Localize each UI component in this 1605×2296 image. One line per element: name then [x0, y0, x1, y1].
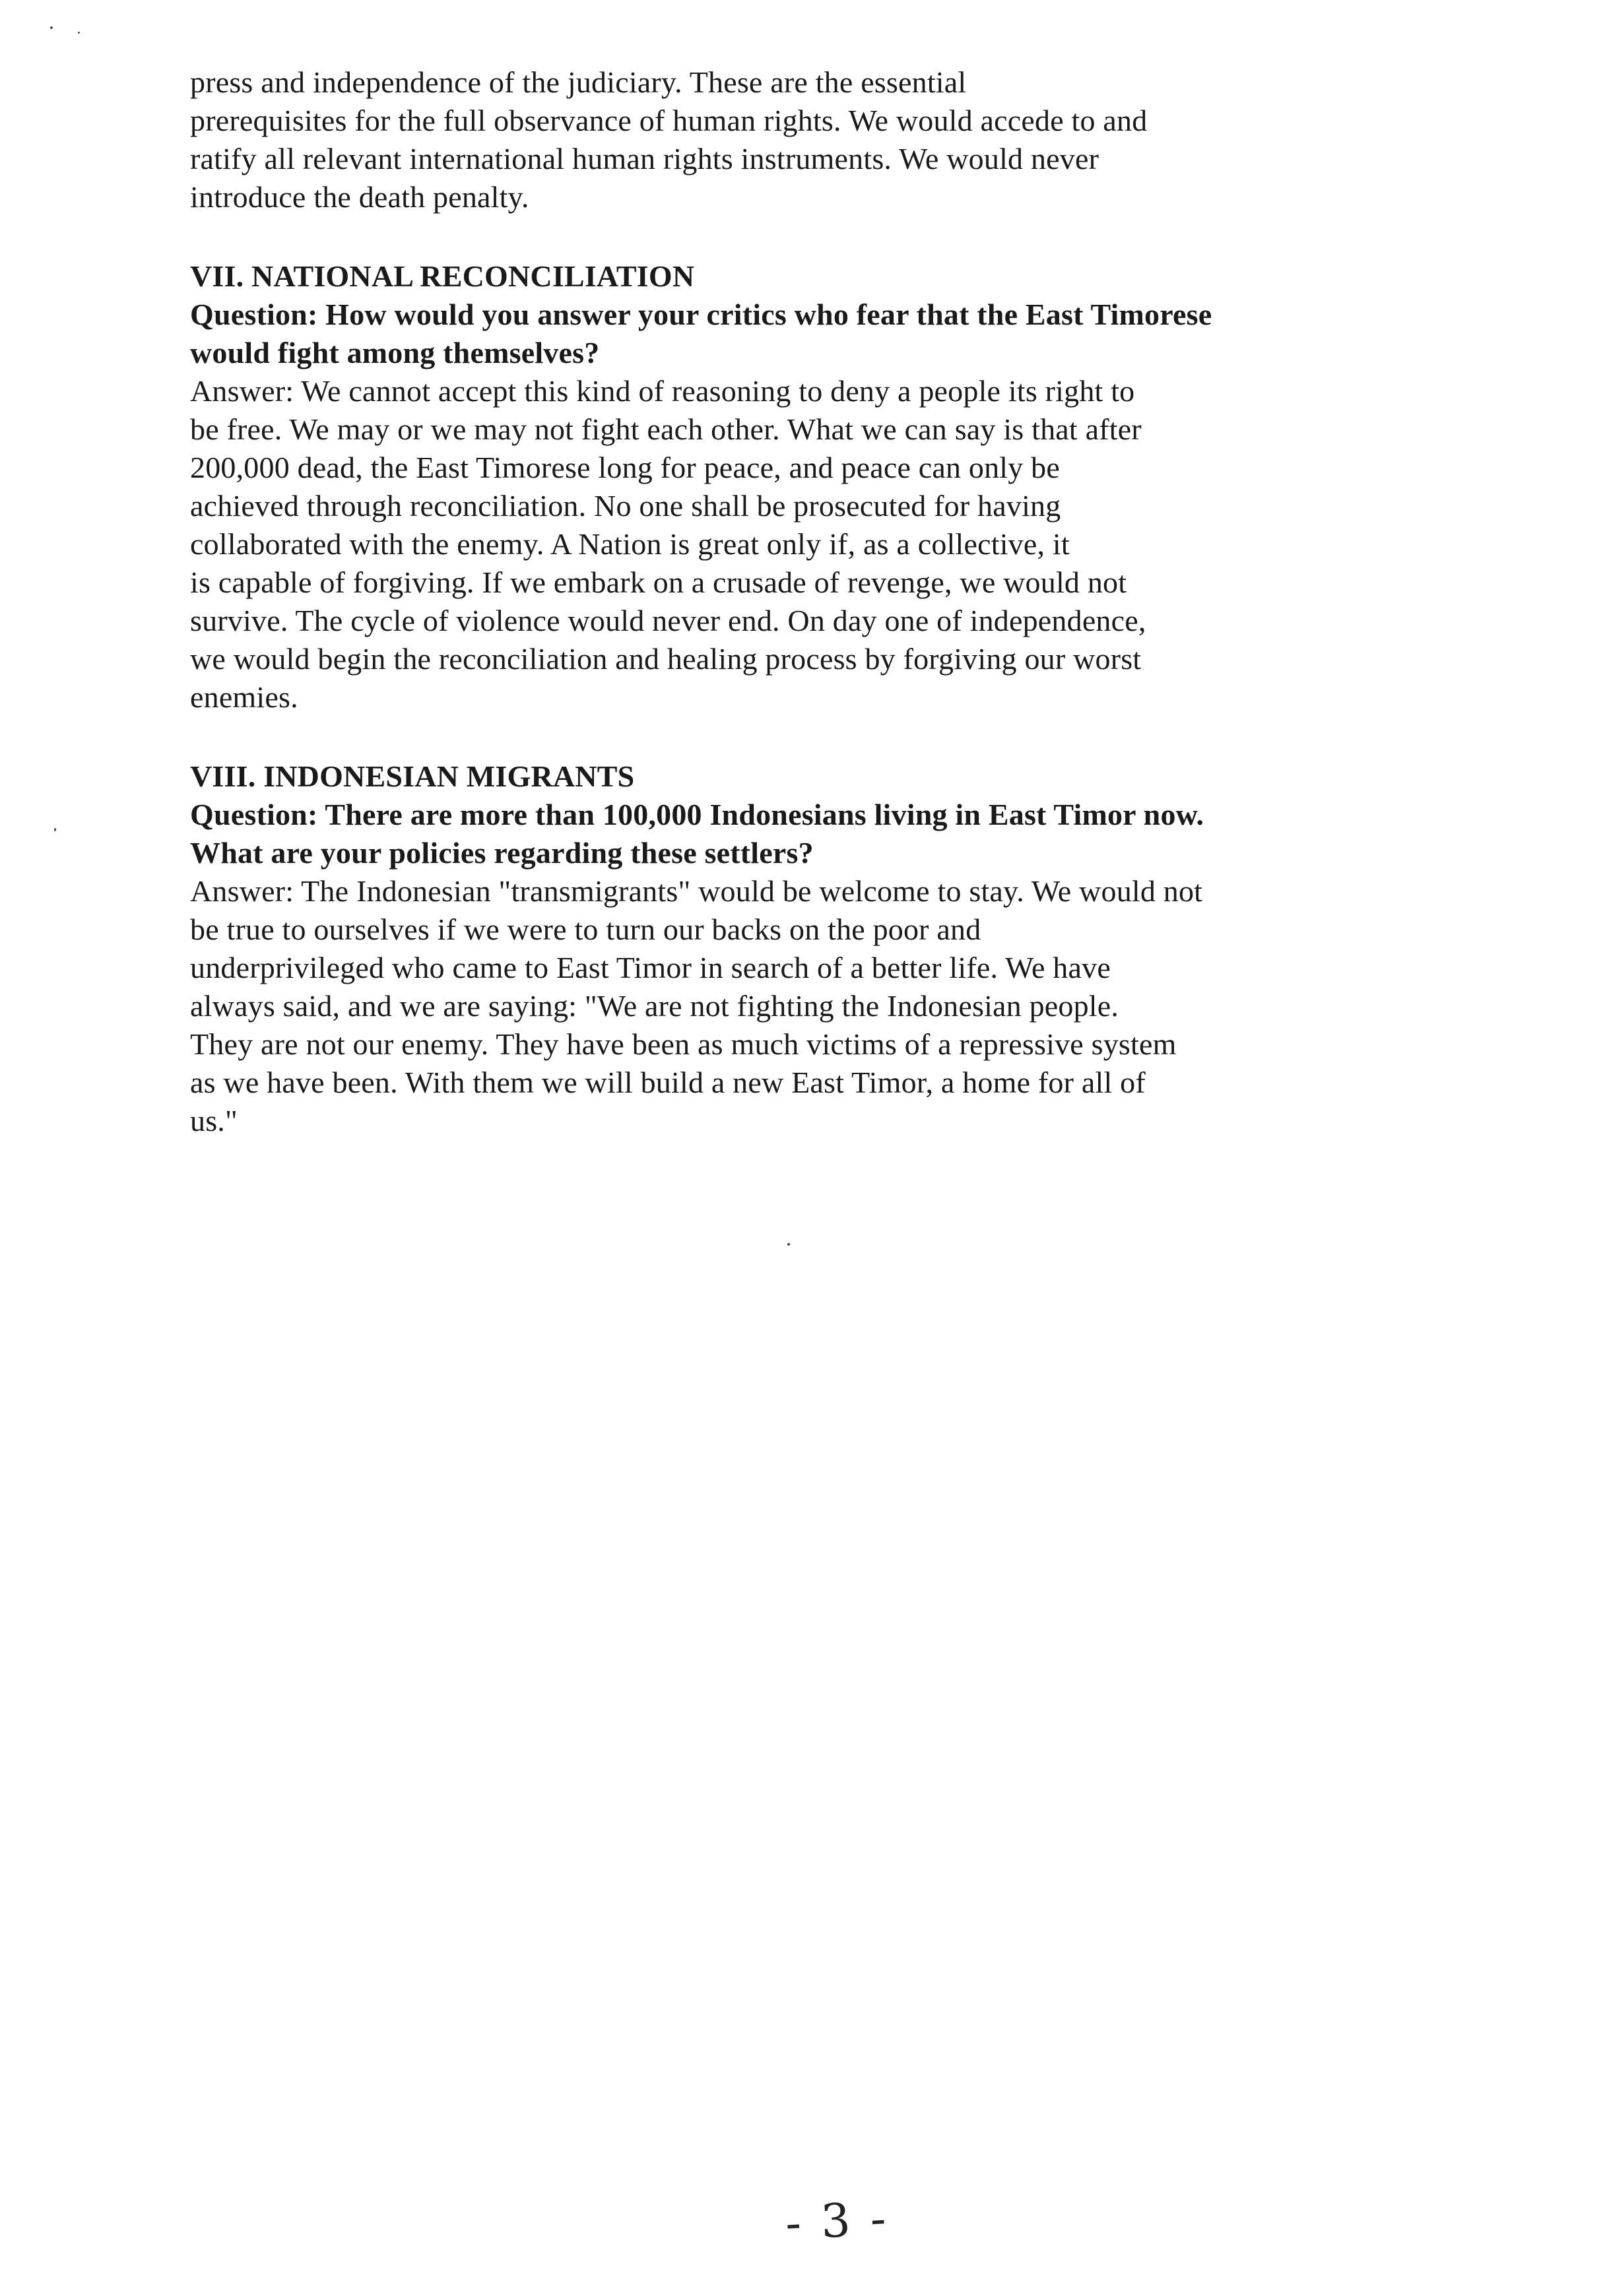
answer-line: we would begin the reconciliation and healing process by forgiving our worst	[190, 642, 1142, 676]
question-line: Question: There are more than 100,000 Indonesians living in East Timor now.	[190, 798, 1204, 831]
answer-line: as we have been. With them we will build a new East Timor, a home for all of	[190, 1066, 1146, 1099]
answer-line: survive. The cycle of violence would never end. On day one of independence,	[190, 604, 1146, 637]
intro-paragraph	[190, 63, 1352, 216]
answer-line: enemies.	[190, 680, 298, 714]
intro-line: press and independence of the judiciary. These are the essential	[190, 65, 967, 99]
question-line: Question: How would you answer your critics who fear that the East Timorese	[190, 298, 1212, 331]
section-national-reconciliation	[190, 257, 1352, 717]
answer-line: Answer: We cannot accept this kind of reasoning to deny a people its right to	[190, 374, 1135, 408]
answer-line: Answer: The Indonesian "transmigrants" would be welcome to stay. We would not	[190, 874, 1203, 908]
document-body	[190, 63, 1352, 1140]
scan-speck	[50, 26, 53, 29]
intro-line: ratify all relevant international human rights instruments. We would never	[190, 142, 1099, 175]
answer-line: be free. We may or we may not fight each other. What we can say is that after	[190, 412, 1142, 446]
answer-line: always said, and we are saying: "We are not fighting the Indonesian people.	[190, 989, 1119, 1023]
section-indonesian-migrants	[190, 757, 1352, 1140]
answer-line: is capable of forgiving. If we embark on a crusade of revenge, we would not	[190, 565, 1127, 599]
answer-line: They are not our enemy. They have been as much victims of a repressive system	[190, 1027, 1177, 1061]
intro-line: introduce the death penalty.	[190, 180, 529, 214]
answer-line: collaborated with the enemy. A Nation is great only if, as a collective, it	[190, 527, 1070, 561]
answer-line: achieved through reconciliation. No one shall be prosecuted for having	[190, 489, 1061, 523]
scan-speck	[54, 828, 56, 831]
page-number: - 3 -	[783, 2190, 890, 2251]
answer-line: us."	[190, 1104, 238, 1137]
intro-line: prerequisites for the full observance of human rights. We would accede to and	[190, 104, 1148, 137]
question-line: What are your policies regarding these settlers?	[190, 836, 814, 870]
scan-speck	[78, 32, 80, 34]
scan-speck	[787, 1243, 790, 1246]
section-heading: VII. NATIONAL RECONCILIATION	[190, 259, 695, 293]
section-heading: VIII. INDONESIAN MIGRANTS	[190, 759, 635, 793]
question-line: would fight among themselves?	[190, 336, 600, 369]
answer-line: be true to ourselves if we were to turn our backs on the poor and	[190, 912, 981, 946]
answer-line: underprivileged who came to East Timor in search of a better life. We have	[190, 951, 1111, 984]
answer-line: 200,000 dead, the East Timorese long for peace, and peace can only be	[190, 451, 1060, 484]
